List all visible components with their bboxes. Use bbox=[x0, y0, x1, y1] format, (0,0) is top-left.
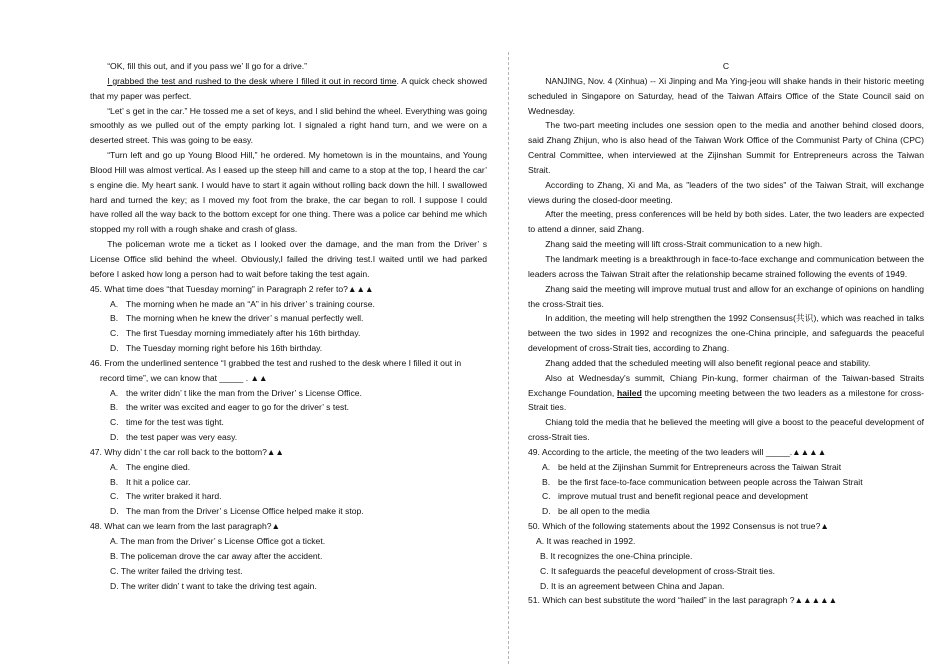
question-45-option-b[interactable]: B. The morning when he knew the driver’ s manual perfectly well. bbox=[110, 313, 364, 324]
question-48-option-a[interactable]: A. The man from the Driver’ s License Office got a ticket. bbox=[110, 536, 326, 546]
passage-paragraph: The policeman wrote me a ticket as I looked over the damage, and the man from the Driver’ s License Office slid behind the wheel. Obviously,I failed the driving test.I waited until we had parked before I asked how long a person had to wait before taking the test again. bbox=[90, 239, 487, 279]
question-45-option-c[interactable]: C. The first Tuesday morning immediately after his 16th birthday. bbox=[110, 328, 361, 339]
passage-paragraph: Also at Wednesday's summit, Chiang Pin-kung, former chairman of the Taiwan-based Straits Exchange Foundation, hailed the upcoming meeting between the two leaders as a milestone for cross-Strait ties. bbox=[528, 372, 924, 413]
passage-paragraph: Zhang said the meeting will improve mutual trust and allow for an exchange of opinions on handling the cross-Strait ties. bbox=[528, 283, 924, 309]
column-divider bbox=[508, 52, 509, 664]
passage-paragraph: After the meeting, press conferences will be held by both sides. Later, the two leaders are expected to attend a dinner, said Zhang. bbox=[528, 209, 924, 235]
question-49-option-a[interactable]: A. be held at the Zijinshan Summit for Entrepreneurs across the Taiwan Strait bbox=[542, 461, 842, 472]
question-45-stem: 45. What time does “that Tuesday morning” in Paragraph 2 refer to?▲▲▲ bbox=[90, 283, 374, 294]
question-48-option-b[interactable]: B. The policeman drove the car away after the accident. bbox=[110, 550, 323, 561]
question-49-option-b[interactable]: B. be the first face-to-face communication between people across the Taiwan Strait bbox=[542, 476, 863, 487]
passage-paragraph: Zhang added that the scheduled meeting will also benefit regional peace and stability. bbox=[545, 357, 871, 368]
passage-paragraph: I grabbed the test and rushed to the desk where I filled it out in record time. A quick check showed that my paper was perfect. bbox=[90, 75, 487, 101]
question-47-stem: 47. Why didn’ t the car roll back to the bottom?▲▲ bbox=[90, 446, 284, 457]
question-46-option-d[interactable]: D. the test paper was very easy. bbox=[110, 432, 238, 443]
question-50-option-d[interactable]: D. It is an agreement between China and Japan. bbox=[540, 580, 725, 591]
passage-paragraph: “Turn left and go up Young Blood Hill,” he ordered. My hometown is in the mountains, and Young Blood Hill was almost vertical. As I eased up the steep hill and came to a stop at the top, I heard the car’ s engine die. My heart sank. I would have to start it again without rolling back down the hill. I swallowed hard and turned the key; as I moved my foot from the brake, the car began to roll. I suppose I could have rolled all the way back to the bottom except for one thing. There was a police car behind me which stopped my roll with a rough shake and crash of glass. bbox=[90, 150, 487, 235]
passage-paragraph: Chiang told the media that he believed the meeting will give a boost to the peaceful development of cross-Strait ties. bbox=[528, 417, 924, 443]
question-46-stem: 46. From the underlined sentence “I grabbed the test and rushed to the desk where I filled it out in record time”, we can know that _____ . ▲▲ bbox=[90, 357, 462, 383]
passage-paragraph: In addition, the meeting will help strengthen the 1992 Consensus(共识), which was reached in talks between the two sides in 1992 and recognizes the one-China principle, and safeguards the peaceful development of cross-Strait ties, according to Zhang. bbox=[528, 313, 924, 354]
question-47-option-a[interactable]: A. The engine died. bbox=[110, 461, 191, 472]
passage-paragraph: “OK, fill this out, and if you pass we’ ll go for a drive.” bbox=[107, 61, 307, 71]
section-letter: C bbox=[722, 61, 730, 71]
passage-paragraph: The two-part meeting includes one session open to the media and another behind closed doors, said Zhang Zhijun, who is also head of the Taiwan Work Office of the Communist Party of China (CPC) Central Committee, when interviewed at the Zijinshan Summit for Entrepreneurs across the Taiwan Strait. bbox=[528, 120, 924, 175]
question-48-option-d[interactable]: D. The writer didn’ t want to take the driving test again. bbox=[110, 580, 317, 591]
question-49-option-d[interactable]: D. be all open to the media bbox=[542, 506, 650, 517]
question-47-option-c[interactable]: C. The writer braked it hard. bbox=[110, 491, 222, 502]
question-49-option-c[interactable]: C. improve mutual trust and benefit regional peace and development bbox=[542, 491, 808, 502]
question-47-option-b[interactable]: B. It hit a police car. bbox=[110, 476, 191, 487]
right-column bbox=[528, 59, 924, 608]
question-46-option-a[interactable]: A. the writer didn’ t like the man from the Driver’ s License Office. bbox=[110, 387, 362, 398]
question-50-stem: 50. Which of the following statements about the 1992 Consensus is not true?▲ bbox=[528, 521, 829, 532]
passage-paragraph: Zhang said the meeting will lift cross-Strait communication to a new high. bbox=[545, 239, 823, 250]
question-45-option-a[interactable]: A. The morning when he made an “A” in his driver’ s training course. bbox=[110, 298, 375, 309]
left-column bbox=[90, 59, 487, 593]
question-48-option-c[interactable]: C. The writer failed the driving test. bbox=[110, 565, 243, 576]
question-50-option-b[interactable]: B. It recognizes the one-China principle. bbox=[540, 550, 693, 561]
question-50-option-a[interactable]: A. It was reached in 1992. bbox=[536, 536, 636, 546]
question-45-option-d[interactable]: D. The Tuesday morning right before his 16th birthday. bbox=[110, 343, 323, 354]
hailed-word: hailed bbox=[617, 387, 642, 398]
question-46-option-b[interactable]: B. the writer was excited and eager to go for the driver’ s test. bbox=[110, 402, 350, 413]
question-49-stem: 49. According to the article, the meeting of the two leaders will _____.▲▲▲▲ bbox=[528, 446, 827, 457]
passage-paragraph: NANJING, Nov. 4 (Xinhua) -- Xi Jinping and Ma Ying-jeou will shake hands in their historic meeting scheduled in Singapore on Saturday, head of the Taiwan Affairs Office of the State Council said on Wednesday. bbox=[528, 75, 924, 116]
question-51-stem: 51. Which can best substitute the word “hailed” in the last paragraph ?▲▲▲▲▲ bbox=[528, 595, 838, 606]
passage-paragraph: “Let’ s get in the car.” He tossed me a set of keys, and I slid behind the wheel. Everything was going smoothly as we pulled out of the empty parking lot. I signaled a right hand turn, and we were on a deserted street. This was going to be easy. bbox=[90, 105, 487, 146]
question-48-stem: 48. What can we learn from the last paragraph?▲ bbox=[90, 521, 281, 532]
passage-paragraph: According to Zhang, Xi and Ma, as "leaders of the two sides" of the Taiwan Strait, will exchange views during the closed-door meeting. bbox=[528, 179, 924, 205]
question-50-option-c[interactable]: C. It safeguards the peaceful development of cross-Strait ties. bbox=[540, 565, 776, 576]
underlined-sentence: I grabbed the test and rushed to the desk where I filled it out in record time bbox=[107, 75, 397, 86]
question-47-option-d[interactable]: D. The man from the Driver’ s License Office helped make it stop. bbox=[110, 506, 364, 517]
passage-paragraph: The landmark meeting is a breakthrough in face-to-face exchange and communication between the leaders across the Taiwan Strait after the relationship became strained following the events of 1949. bbox=[528, 253, 924, 279]
question-46-option-c[interactable]: C. time for the test was tight. bbox=[110, 417, 224, 428]
